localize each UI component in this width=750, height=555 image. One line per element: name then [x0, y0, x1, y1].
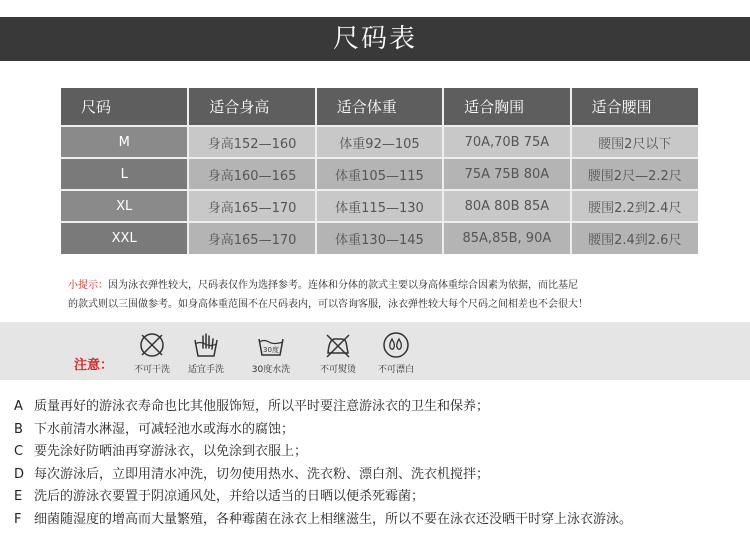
note-text: 质量再好的游泳衣寿命也比其他服饰短，所以平时要注意游泳衣的卫生和保养；	[34, 399, 490, 414]
note-text: 下水前清水淋湿，可减轻池水或海水的腐蚀；	[34, 421, 295, 437]
care-item-no-iron	[308, 330, 368, 375]
table-header-row	[61, 88, 698, 126]
no-dry-clean-icon	[137, 330, 167, 360]
header-size: 尺码	[61, 88, 188, 126]
cell-height: 身高160—165	[188, 158, 315, 190]
cell-weight: 体重130—145	[316, 222, 443, 254]
list-item	[14, 486, 744, 509]
list-item	[14, 509, 744, 532]
care-item-label: 适宜手洗	[187, 365, 224, 375]
list-item	[14, 396, 744, 419]
cell-weight: 体重92—105	[316, 126, 443, 158]
cell-bust: 75A 75B 80A	[443, 158, 570, 190]
wash-30-icon	[256, 330, 286, 360]
cell-size: L	[61, 158, 188, 190]
care-item-no-dry-clean	[122, 330, 182, 375]
care-item-label: 不可熨烫	[319, 365, 356, 375]
page-title: 尺码表	[0, 17, 750, 61]
care-item-no-bleach	[366, 330, 426, 375]
tip-text-1: 因为泳衣弹性较大，尺码表仅作为选择参考。连体和分体的款式主要以身高体重综合因素为依据，而比基尼	[108, 280, 578, 291]
header-waist: 适合腰围	[571, 88, 698, 126]
cell-weight: 体重115—130	[316, 190, 443, 222]
care-item-label: 30度水洗	[251, 365, 291, 375]
wash-temp-tag: 30度	[263, 346, 279, 354]
cell-height: 身高165—170	[188, 190, 315, 222]
note-text: 细菌随湿度的增高而大量繁殖，各种霉菌在泳衣上相继滋生，所以不要在泳衣还没晒干时穿上泳衣游泳。	[34, 511, 633, 527]
cell-height: 身高165—170	[188, 222, 315, 254]
care-item-label: 不可干洗	[133, 365, 170, 375]
table-row	[61, 222, 698, 254]
header-bust: 适合胸围	[443, 88, 570, 126]
cell-waist: 腰围2.4到2.6尺	[571, 222, 698, 254]
note-letter: D	[14, 466, 25, 482]
note-letter: E	[14, 489, 23, 505]
size-tip	[68, 276, 698, 314]
no-iron-icon	[323, 330, 353, 360]
tip-line-1	[68, 276, 698, 295]
no-bleach-icon	[381, 330, 411, 360]
cell-bust: 80A 80B 85A	[443, 190, 570, 222]
table-row	[61, 126, 698, 158]
cell-waist: 腰围2尺—2.2尺	[571, 158, 698, 190]
note-text: 要先涂好防晒油再穿游泳衣，以免涂到衣服上；	[34, 444, 308, 460]
list-item	[14, 419, 744, 442]
cell-waist: 腰围2尺以下	[571, 126, 698, 158]
cell-size: M	[61, 126, 188, 158]
care-item-hand-wash	[176, 330, 236, 375]
tip-label: 小提示：	[68, 280, 108, 291]
care-item-wash-30	[241, 330, 301, 375]
cell-bust: 85A,85B, 90A	[443, 222, 570, 254]
tip-line-2: 的款式则以三围做参考。如身高体重范围不在尺码表内，可以咨询客服，泳衣弹性较大每个尺码之间相差也不会很大！	[68, 299, 588, 310]
care-label: 注意：	[74, 358, 114, 373]
size-table	[61, 88, 698, 254]
table-row	[61, 158, 698, 190]
header-weight: 适合体重	[316, 88, 443, 126]
hand-wash-icon	[191, 330, 221, 360]
list-item	[14, 441, 744, 464]
cell-waist: 腰围2.2到2.4尺	[571, 190, 698, 222]
cell-size: XXL	[61, 222, 188, 254]
table-row	[61, 190, 698, 222]
care-notes-list	[14, 396, 744, 532]
cell-size: XL	[61, 190, 188, 222]
cell-weight: 体重105—115	[316, 158, 443, 190]
note-text: 洗后的游泳衣要置于阴凉通风处，并给以适当的日晒以便杀死霉菌；	[34, 489, 425, 505]
cell-height: 身高152—160	[188, 126, 315, 158]
list-item	[14, 464, 744, 487]
note-letter: C	[14, 444, 24, 460]
note-letter: A	[14, 399, 23, 414]
care-item-label: 不可漂白	[377, 365, 414, 375]
note-letter: B	[14, 421, 23, 437]
cell-bust: 70A,70B 75A	[443, 126, 570, 158]
header-height: 适合身高	[188, 88, 315, 126]
note-letter: F	[14, 511, 22, 527]
note-text: 每次游泳后，立即用清水冲洗，切勿使用热水、洗衣粉、漂白剂、洗衣机搅拌；	[34, 466, 490, 482]
